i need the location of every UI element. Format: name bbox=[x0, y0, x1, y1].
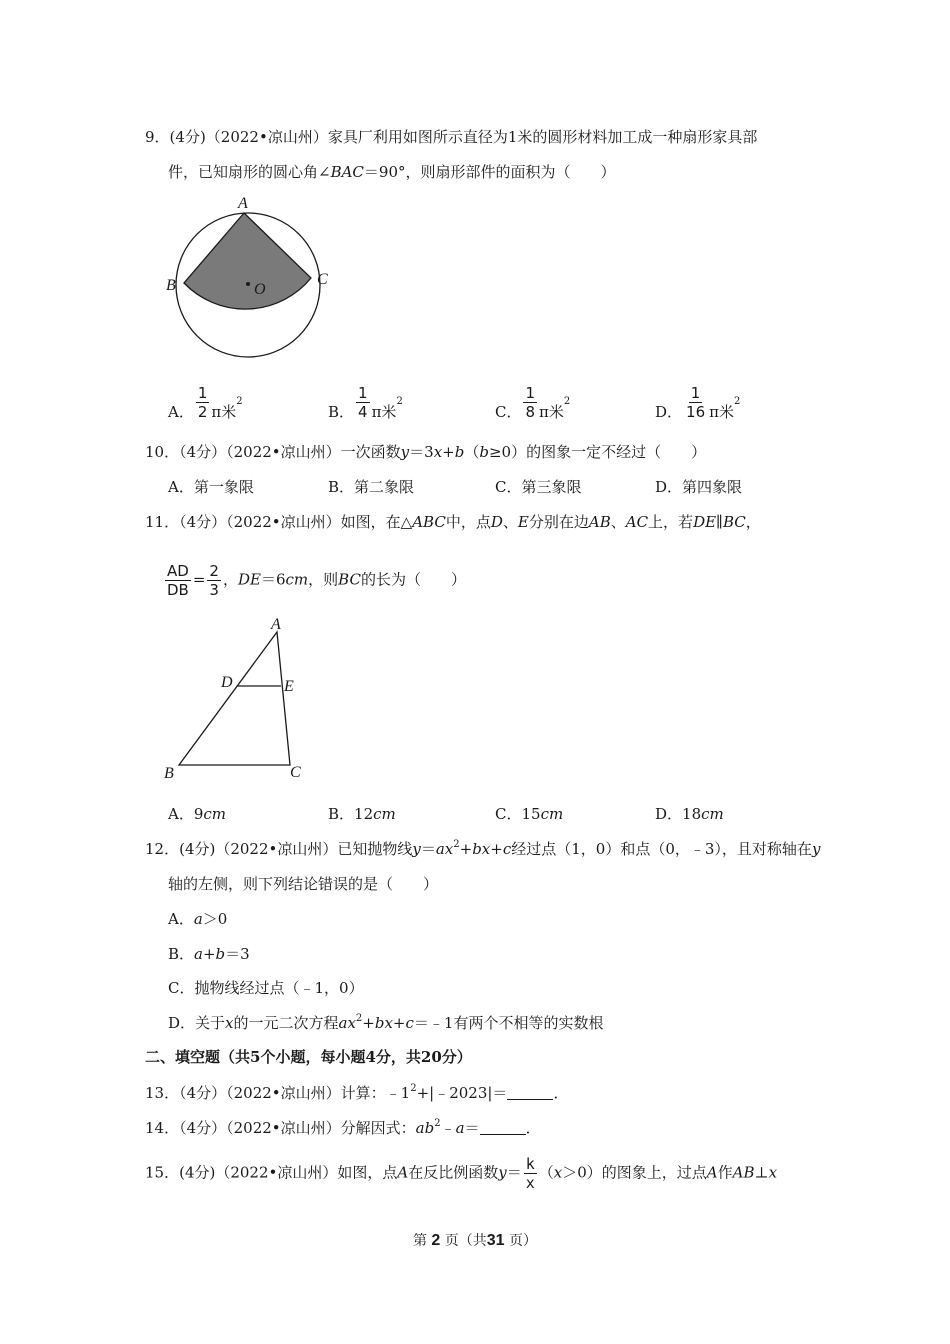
q11-option-c: C．15cm bbox=[495, 805, 564, 823]
q9-label-b: B bbox=[166, 277, 176, 294]
q11-label-a: A bbox=[271, 616, 281, 633]
q11-triangle bbox=[179, 632, 290, 765]
q9-label-c: C bbox=[317, 271, 328, 288]
q14-answer-blank[interactable] bbox=[480, 1120, 526, 1135]
q10-option-b: B．第二象限 bbox=[328, 478, 415, 496]
q12-line1: 12．(4分)（2022•凉山州）已知抛物线$y=ax^2+bx+c$经过点（1，0）和点（0，﹣3），且对称轴在y bbox=[145, 839, 821, 858]
q11-label-e: E bbox=[284, 678, 294, 695]
q9-line2: 件，已知扇形的圆心角∠BAC＝90°，则扇形部件的面积为（ ） bbox=[168, 163, 616, 181]
q9-line1: 9．(4分)（2022•凉山州）家具厂利用如图所示直径为1米的圆形材料加工成一种扇形家具部 bbox=[145, 128, 758, 146]
q10-option-c: C．第三象限 bbox=[495, 478, 582, 496]
q10-option-a: A．第一象限 bbox=[168, 478, 254, 496]
q14-line: 14．（4分）（2022•凉山州）分解因式：$ab^2﹣a=$ ． bbox=[145, 1118, 541, 1137]
q9-option-a: A． $\frac{1}{2}$ π米$^2$ bbox=[168, 384, 243, 421]
q11-line1: 11．（4分）（2022•凉山州）如图，在△ABC中，点D、E分别在边AB、AC上，若DE∥BC， bbox=[145, 513, 761, 531]
q12-line2: 轴的左侧，则下列结论错误的是（ ） bbox=[168, 875, 439, 893]
section-heading: 二、填空题（共5个小题，每小题4分，共20分） bbox=[145, 1048, 472, 1066]
q11-label-c: C bbox=[290, 764, 301, 781]
q9-option-d: D． $\frac{1}{16}$ π米$^2$ bbox=[655, 384, 741, 421]
q11-label-d: D bbox=[221, 674, 233, 691]
q13-answer-blank[interactable] bbox=[507, 1085, 553, 1100]
q9-option-c: C． $\frac{1}{8}$ π米$^2$ bbox=[495, 384, 571, 421]
q9-option-b: B． $\frac{1}{4}$ π米$^2$ bbox=[328, 384, 403, 421]
q12-option-b: B．a+b＝3 bbox=[168, 945, 250, 963]
q9-label-a: A bbox=[238, 195, 248, 212]
q15-line: 15．(4分)（2022•凉山州）如图，点A在反比例函数y＝ $\frac{k}{x}$ （x＞0）的图象上，过点A作AB⊥x bbox=[145, 1155, 778, 1192]
q10-option-d: D．第四象限 bbox=[655, 478, 743, 496]
q11-option-a: A．9cm bbox=[168, 805, 227, 823]
q12-option-c: C．抛物线经过点（﹣1，0） bbox=[168, 979, 364, 997]
q11-option-d: D．18cm bbox=[655, 805, 724, 823]
q12-option-d: D．关于x的一元二次方程$ax^2+bx+c=﹣1$有两个不相等的实数根 bbox=[168, 1013, 604, 1032]
q9-label-o: O bbox=[254, 281, 266, 298]
q11-option-b: B．12cm bbox=[328, 805, 396, 823]
q9-circle-figure bbox=[160, 192, 340, 382]
q11-line2: $\frac{AD}{DB}$ = $\frac{2}{3}$ ，DE＝6cm，则BC的长为（ ） bbox=[167, 562, 466, 599]
q12-option-a: A．a＞0 bbox=[168, 910, 228, 928]
q13-line: 13．（4分）（2022•凉山州）计算：$﹣1^2+|﹣2023|=$ ． bbox=[145, 1083, 569, 1102]
q11-triangle-figure bbox=[160, 612, 310, 784]
page-footer: 第 2 页（共31 页） bbox=[412, 1232, 538, 1249]
q11-label-b: B bbox=[164, 765, 174, 782]
q9-center-dot bbox=[246, 282, 250, 286]
q10-line: 10．（4分）（2022•凉山州）一次函数y＝3x+b（b≥0）的图象一定不经过（ ） bbox=[145, 443, 707, 461]
